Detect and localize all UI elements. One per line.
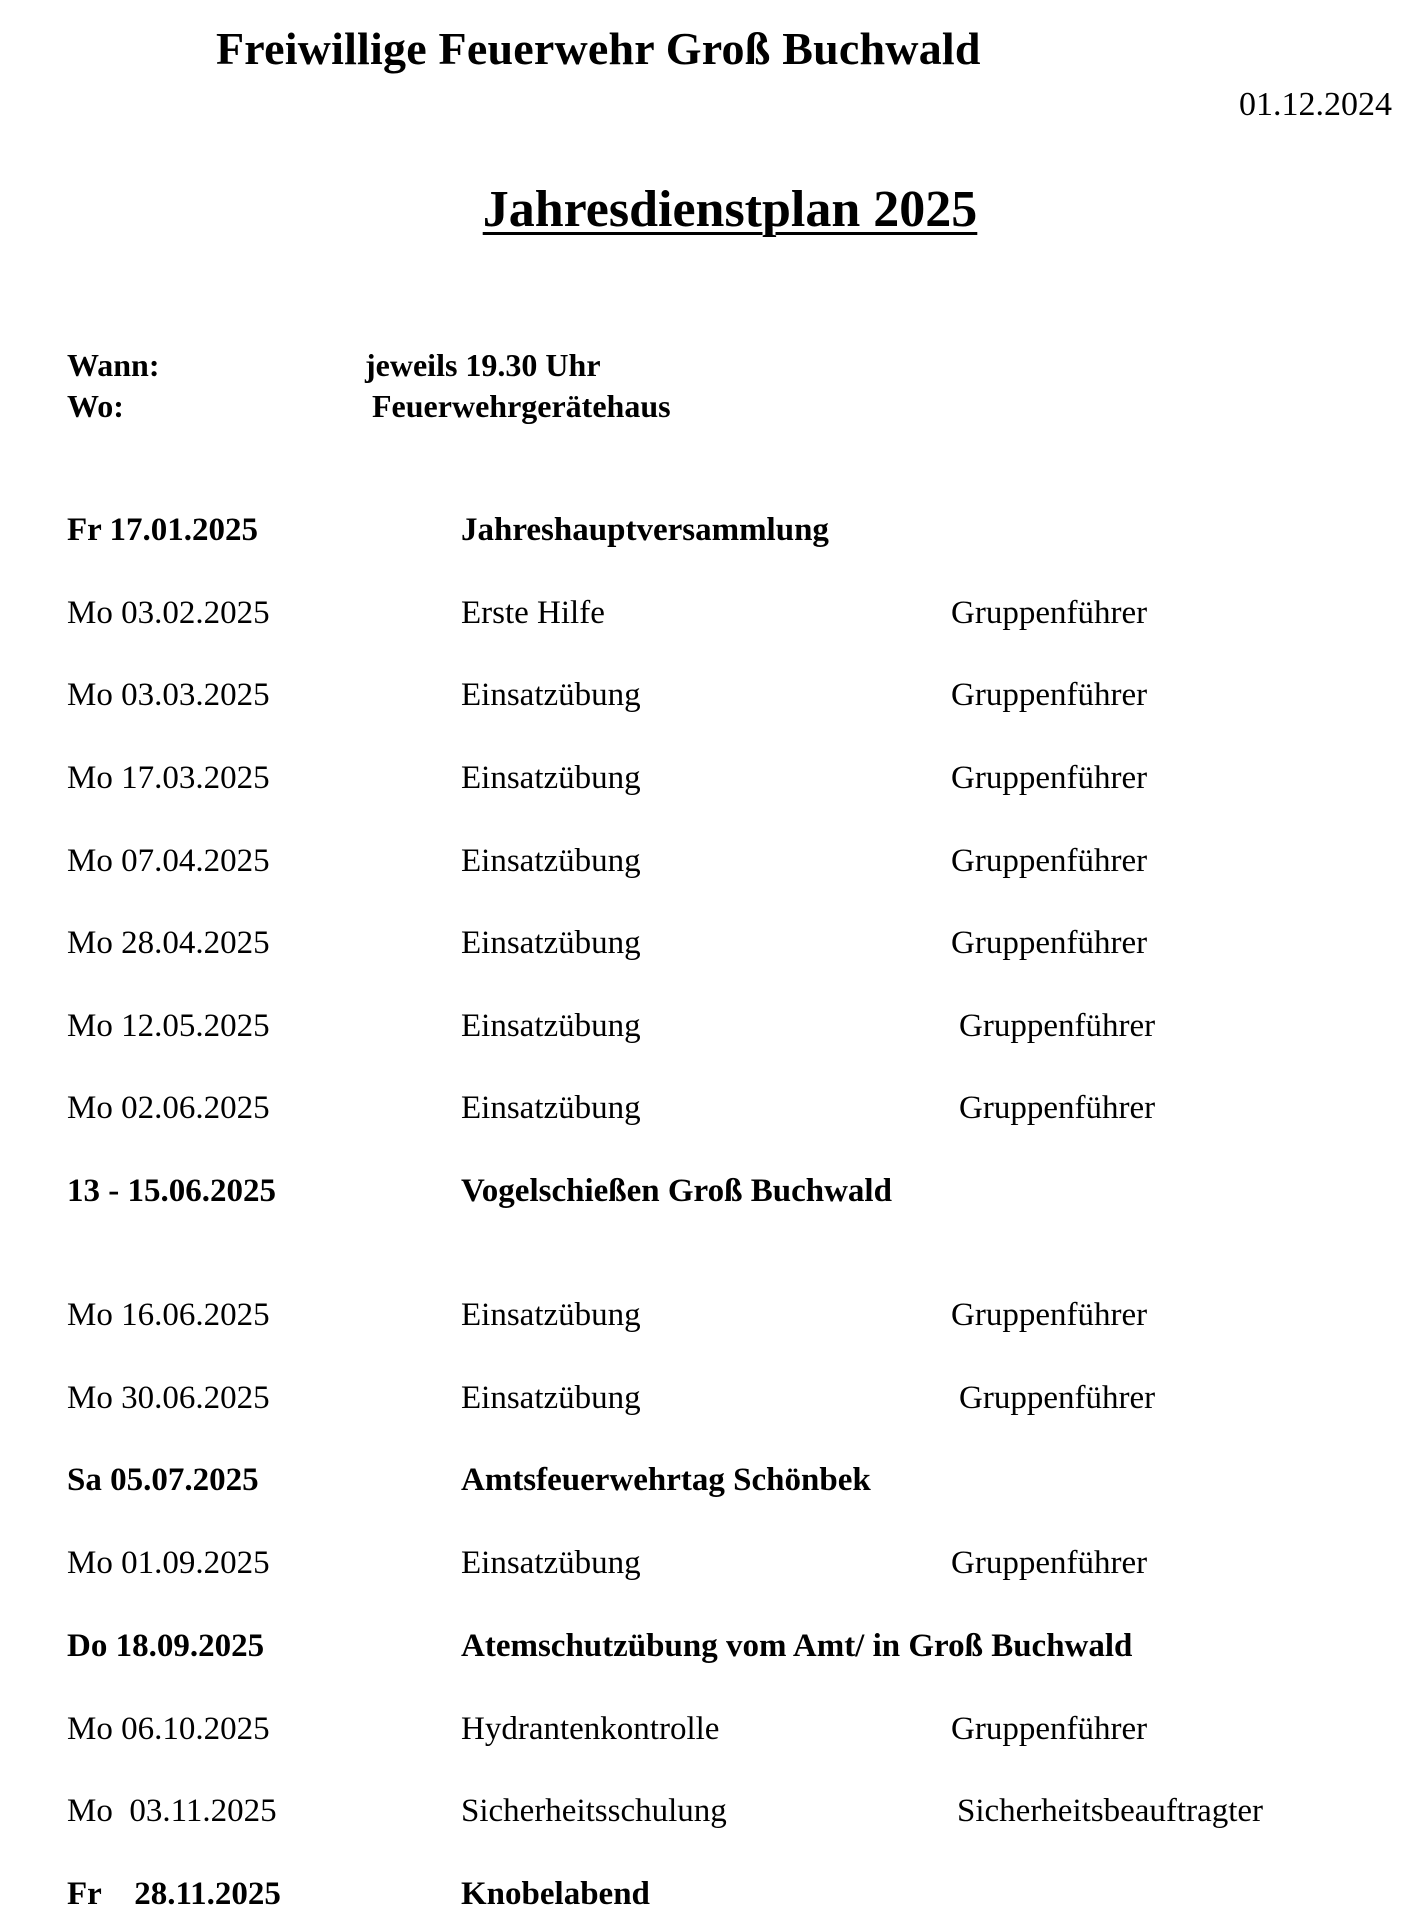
schedule-date: Mo 02.06.2025	[67, 1090, 270, 1126]
schedule-activity: Einsatzübung	[461, 1008, 641, 1044]
schedule-date: Mo 30.06.2025	[67, 1380, 270, 1416]
schedule-row	[0, 1711, 1420, 1761]
schedule-date: Mo 12.05.2025	[67, 1008, 270, 1044]
schedule-activity: Amtsfeuerwehrtag Schönbek	[461, 1462, 871, 1498]
schedule-date: Mo 06.10.2025	[67, 1711, 270, 1747]
schedule-row	[0, 1090, 1420, 1140]
schedule-row	[0, 1462, 1420, 1512]
schedule-row	[0, 1628, 1420, 1678]
schedule-date: Mo 03.11.2025	[67, 1793, 277, 1829]
schedule-date: Sa 05.07.2025	[67, 1462, 259, 1498]
schedule-row	[0, 1297, 1420, 1347]
schedule-responsible: Gruppenführer	[951, 760, 1148, 796]
schedule-activity: Jahreshauptversammlung	[461, 512, 829, 548]
schedule-responsible: Gruppenführer	[959, 1008, 1156, 1044]
schedule-activity: Einsatzübung	[461, 677, 641, 713]
schedule-responsible: Gruppenführer	[951, 843, 1148, 879]
document-date: 01.12.2024	[1239, 86, 1392, 123]
schedule-row	[0, 843, 1420, 893]
schedule-activity: Atemschutzübung vom Amt/ in Groß Buchwald	[461, 1628, 1133, 1664]
schedule-date: Mo 03.02.2025	[67, 595, 270, 631]
schedule-responsible: Gruppenführer	[959, 1380, 1156, 1416]
schedule-row	[0, 1793, 1420, 1843]
schedule-responsible: Gruppenführer	[951, 677, 1148, 713]
schedule-row	[0, 1380, 1420, 1430]
schedule-activity: Vogelschießen Groß Buchwald	[461, 1173, 892, 1209]
schedule-row	[0, 595, 1420, 645]
schedule-row	[0, 512, 1420, 562]
schedule-date: Fr 17.01.2025	[67, 512, 258, 548]
page-title: Jahresdienstplan 2025	[482, 181, 978, 238]
schedule-date: Fr 28.11.2025	[67, 1876, 281, 1912]
schedule-responsible: Sicherheitsbeauftragter	[957, 1793, 1264, 1829]
schedule-responsible: Gruppenführer	[951, 1711, 1148, 1747]
schedule-responsible: Gruppenführer	[951, 1297, 1148, 1333]
schedule-date: Mo 28.04.2025	[67, 925, 270, 961]
schedule-row	[0, 760, 1420, 810]
schedule-row	[0, 1008, 1420, 1058]
when-label: Wann:	[67, 347, 160, 383]
where-label: Wo:	[67, 388, 124, 424]
where-value: Feuerwehrgerätehaus	[372, 388, 671, 424]
schedule-date: 13 - 15.06.2025	[67, 1173, 276, 1209]
schedule-activity: Knobelabend	[461, 1876, 650, 1912]
schedule-date: Mo 07.04.2025	[67, 843, 270, 879]
schedule-activity: Einsatzübung	[461, 925, 641, 961]
schedule-date: Mo 03.03.2025	[67, 677, 270, 713]
schedule-date: Do 18.09.2025	[67, 1628, 265, 1664]
schedule-activity: Hydrantenkontrolle	[461, 1711, 720, 1747]
schedule-responsible: Gruppenführer	[951, 1545, 1148, 1581]
schedule-date: Mo 16.06.2025	[67, 1297, 270, 1333]
schedule-activity: Einsatzübung	[461, 1090, 641, 1126]
schedule-responsible: Gruppenführer	[951, 595, 1148, 631]
schedule-row	[0, 677, 1420, 727]
schedule-activity: Erste Hilfe	[461, 595, 605, 631]
when-value: jeweils 19.30 Uhr	[365, 347, 601, 383]
schedule-activity: Einsatzübung	[461, 1297, 641, 1333]
schedule-activity: Sicherheitsschulung	[461, 1793, 727, 1829]
schedule-row	[0, 1545, 1420, 1595]
schedule-row	[0, 925, 1420, 975]
schedule-row	[0, 1173, 1420, 1223]
schedule-activity: Einsatzübung	[461, 843, 641, 879]
schedule-activity: Einsatzübung	[461, 760, 641, 796]
schedule-responsible: Gruppenführer	[959, 1090, 1156, 1126]
schedule-activity: Einsatzübung	[461, 1545, 641, 1581]
schedule-responsible: Gruppenführer	[951, 925, 1148, 961]
schedule-row	[0, 1876, 1420, 1926]
schedule-date: Mo 17.03.2025	[67, 760, 270, 796]
schedule-date: Mo 01.09.2025	[67, 1545, 270, 1581]
schedule-activity: Einsatzübung	[461, 1380, 641, 1416]
organization-name: Freiwillige Feuerwehr Groß Buchwald	[216, 23, 981, 74]
